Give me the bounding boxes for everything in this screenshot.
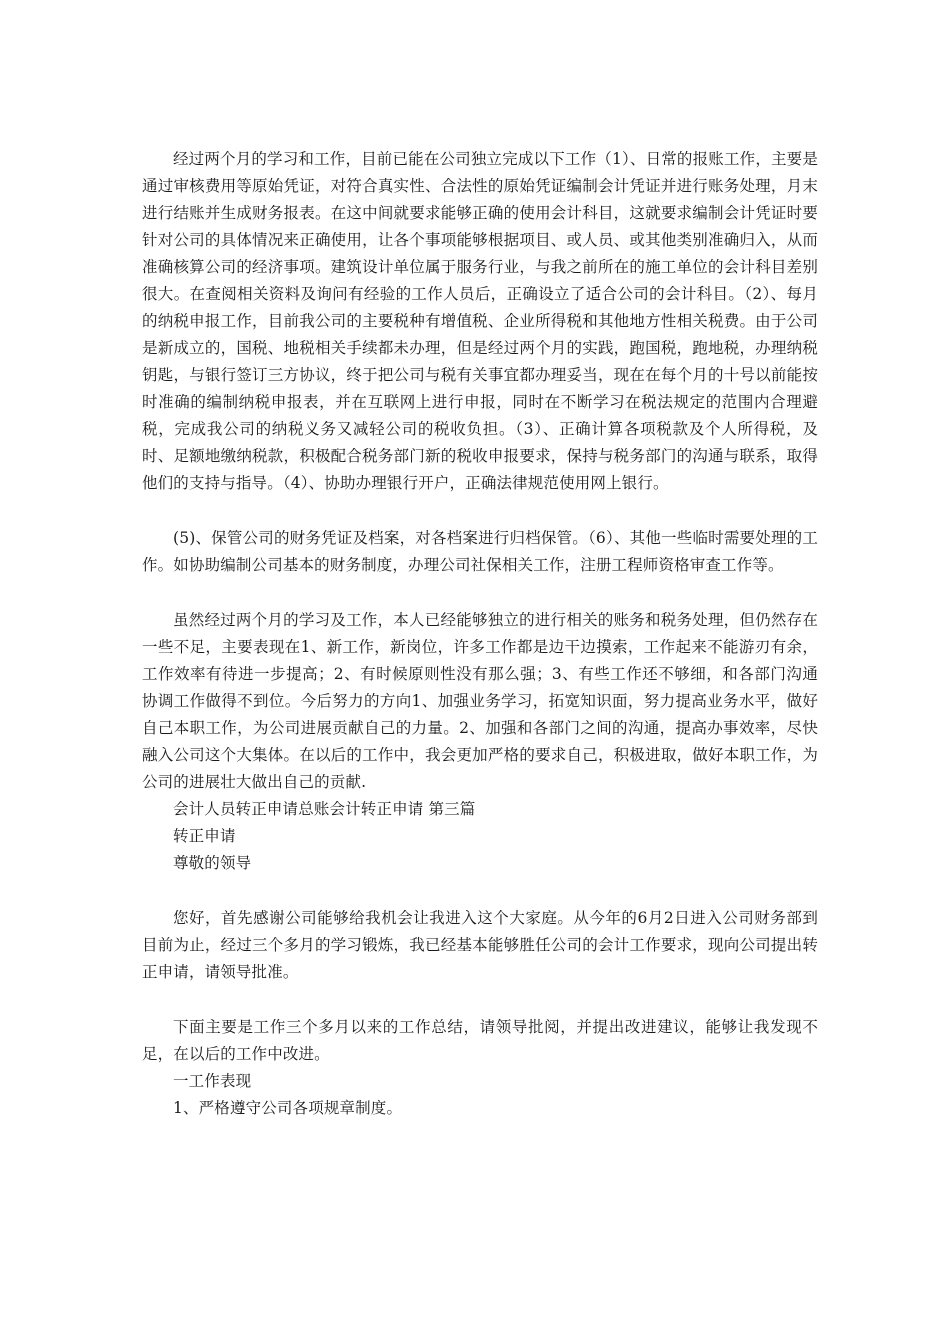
paragraph-archive-duties: (5)、保管公司的财务凭证及档案，对各档案进行归档保管。（6）、其他一些临时需要处理的工作。如协助编制公司基本的财务制度，办理公司社保相关工作，注册工程师资格审查工作等。	[142, 529, 818, 574]
paragraph-summary-intro: 下面主要是工作三个多月以来的工作总结，请领导批阅，并提出改进建议，能够让我发现不足，在以后的工作中改进。	[142, 1018, 818, 1063]
letter-title: 转正申请	[173, 827, 236, 845]
subheading-work-performance: 一工作表现	[173, 1072, 252, 1090]
list-item-rules: 1、严格遵守公司各项规章制度。	[173, 1099, 403, 1117]
salutation: 尊敬的领导	[173, 854, 252, 872]
document-body	[142, 146, 818, 1122]
section-heading: 会计人员转正申请总账会计转正申请 第三篇	[173, 800, 476, 818]
paragraph-work-duties: 经过两个月的学习和工作，目前已能在公司独立完成以下工作（1）、日常的报账工作，主要是通过审核费用等原始凭证，对符合真实性、合法性的原始凭证编制会计凭证并进行账务处理，月末进行结账并生成财务报表。在这中间就要求能够正确的使用会计科目，这就要求编制会计凭证时要针对公司的具体情况来正确使用，让各个事项能够根据项目、或人员、或其他类别准确归入，从而准确核算公司的经济事项。建筑设计单位属于服务行业，与我之前所在的施工单位的会计科目差别很大。在查阅相关资料及询问有经验的工作人员后，正确设立了适合公司的会计科目。（2）、每月的纳税申报工作，目前我公司的主要税种有增值税、企业所得税和其他地方性相关税费。由于公司是新成立的，国税、地税相关手续都未办理，但是经过两个月的实践，跑国税，跑地税，办理纳税钥匙，与银行签订三方协议，终于把公司与税有关事宜都办理妥当，现在在每个月的十号以前能按时准确的编制纳税申报表，并在互联网上进行申报，同时在不断学习在税法规定的范围内合理避税，完成我公司的纳税义务又减轻公司的税收负担。（3）、正确计算各项税款及个人所得税，及时、足额地缴纳税款，积极配合税务部门新的税收申报要求，保持与税务部门的沟通与联系，取得他们的支持与指导。（4）、协助办理银行开户，正确法律规范使用网上银行。	[142, 150, 818, 492]
paragraph-greeting: 您好，首先感谢公司能够给我机会让我进入这个大家庭。从今年的6月2日进入公司财务部到目前为止，经过三个多月的学习锻炼，我已经基本能够胜任公司的会计工作要求，现向公司提出转正申请，请领导批准。	[142, 909, 818, 981]
paragraph-shortcomings: 虽然经过两个月的学习及工作，本人已经能够独立的进行相关的账务和税务处理，但仍然存在一些不足，主要表现在1、新工作，新岗位，许多工作都是边干边摸索，工作起来不能游刃有余，工作效率有待进一步提高；2、有时候原则性没有那么强；3、有些工作还不够细，和各部门沟通协调工作做得不到位。今后努力的方向1、加强业务学习，拓宽知识面，努力提高业务水平，做好自己本职工作，为公司进展贡献自己的力量。2、加强和各部门之间的沟通，提高办事效率，尽快融入公司这个大集体。在以后的工作中，我会更加严格的要求自己，积极进取，做好本职工作，为公司的进展壮大做出自己的贡献.	[142, 611, 818, 791]
